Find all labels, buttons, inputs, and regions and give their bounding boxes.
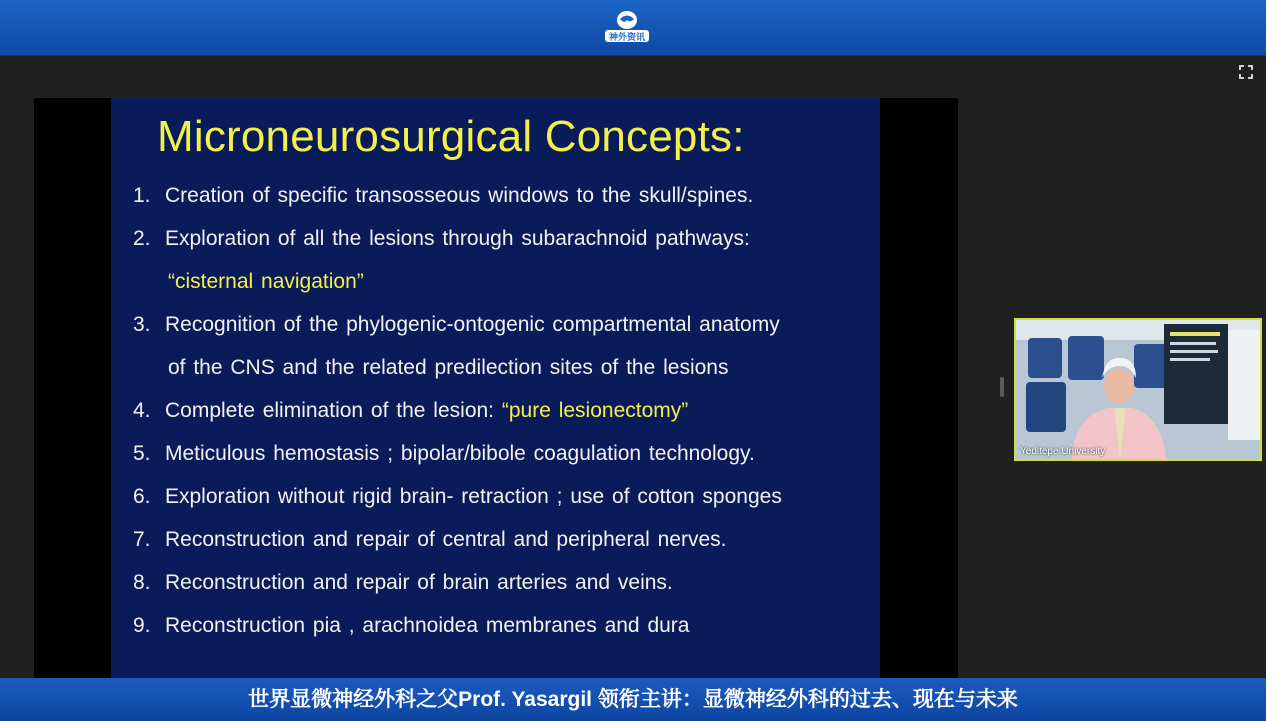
slide-item-2: 2. Exploration of all the lesions through subarachnoid pathways: — [133, 227, 750, 250]
fullscreen-icon[interactable] — [1238, 64, 1254, 80]
logo-text: 神外资讯 — [608, 33, 646, 43]
top-header-bar — [0, 0, 1266, 56]
slide-item-4: 4. Complete elimination of the lesion: “pure lesionectomy” — [133, 399, 689, 422]
slide-item-2-continuation: “cisternal navigation” — [168, 270, 364, 293]
slide-concept-list — [133, 180, 878, 653]
brain-logo-icon — [603, 8, 651, 48]
caption-text: 世界显微神经外科之父Prof. Yasargil 领衔主讲：显微神经外科的过去、现在与未来 — [248, 688, 1018, 711]
speaker-video-image — [1016, 320, 1260, 459]
slide-title: Microneurosurgical Concepts: — [157, 112, 745, 161]
slide-item-8: 8. Reconstruction and repair of brain arteries and veins. — [133, 571, 673, 594]
participant-video-frame — [1016, 320, 1260, 459]
slide-item-5: 5. Meticulous hemostasis ; bipolar/bibole coagulation technology. — [133, 442, 755, 465]
participant-video-tile[interactable] — [1014, 318, 1262, 461]
slide-item-9: 9. Reconstruction pia , arachnoidea membranes and dura — [133, 614, 690, 637]
slide-item-1: 1. Creation of specific transosseous windows to the skull/spines. — [133, 184, 754, 207]
slide-item-3: 3. Recognition of the phylogenic-ontogenic compartmental anatomy — [133, 313, 780, 336]
slide-item-3-continuation: of the CNS and the related predilection sites of the lesions — [168, 356, 729, 379]
presentation-slide — [111, 98, 880, 678]
slide-item-6: 6. Exploration without rigid brain- retraction ; use of cotton sponges — [133, 485, 782, 508]
right-edge-strip — [1266, 0, 1280, 721]
participant-name-label: Yeditepe University — [1020, 446, 1106, 457]
slide-item-7: 7. Reconstruction and repair of central and peripheral nerves. — [133, 528, 727, 551]
panel-resize-handle[interactable] — [1000, 377, 1004, 397]
caption-banner — [0, 678, 1266, 721]
